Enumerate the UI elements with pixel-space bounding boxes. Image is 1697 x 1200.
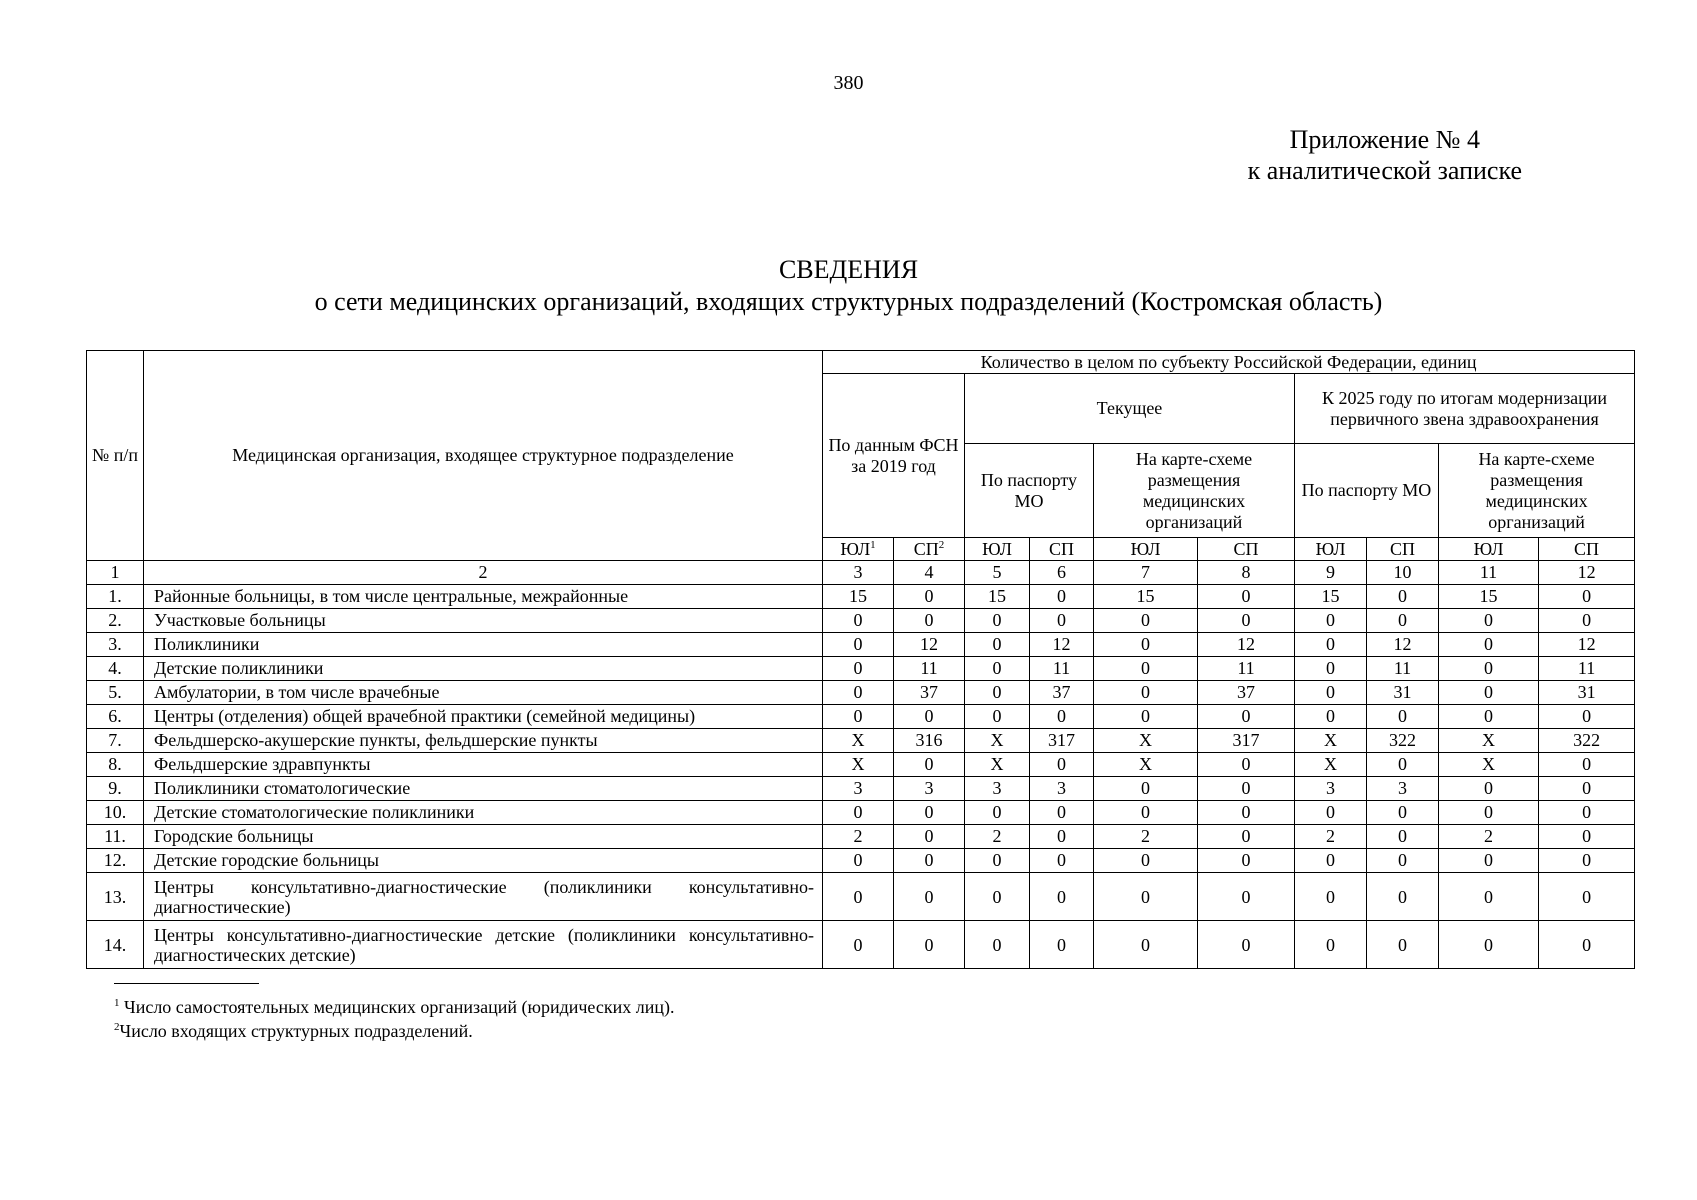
row-value: 0 <box>1198 873 1295 921</box>
appendix-line-2: к аналитической записке <box>1247 156 1522 185</box>
row-value: 0 <box>1094 633 1198 657</box>
row-value: 2 <box>823 825 894 849</box>
header-target-map: На карте-схеме размещения медицинских организаций <box>1439 444 1635 538</box>
row-value: 12 <box>1198 633 1295 657</box>
row-value: 0 <box>823 801 894 825</box>
column-number: 12 <box>1539 561 1635 585</box>
row-value: 0 <box>894 921 965 969</box>
row-value: 0 <box>1295 609 1367 633</box>
row-value: 0 <box>1439 777 1539 801</box>
row-value: 0 <box>1198 705 1295 729</box>
column-number: 10 <box>1367 561 1439 585</box>
row-number: 5. <box>87 681 144 705</box>
row-value: 0 <box>1030 585 1094 609</box>
row-value: 0 <box>823 681 894 705</box>
row-value: 12 <box>1367 633 1439 657</box>
row-value: 0 <box>1030 849 1094 873</box>
column-number: 2 <box>144 561 823 585</box>
footnotes <box>114 995 674 1043</box>
row-organization-name: Районные больницы, в том числе центральные, межрайонные <box>144 585 823 609</box>
column-number: 6 <box>1030 561 1094 585</box>
row-value: 0 <box>1439 921 1539 969</box>
row-value: 0 <box>965 849 1030 873</box>
row-organization-name: Центры консультативно-диагностические детские (поликлиники консультативно-диагностических детские) <box>144 921 823 969</box>
footnote-mark-2: 2 <box>114 1021 120 1033</box>
row-value: X <box>965 729 1030 753</box>
row-value: 0 <box>1367 705 1439 729</box>
row-value: 0 <box>823 921 894 969</box>
table-row <box>87 681 1635 705</box>
row-value: 0 <box>894 585 965 609</box>
table-body <box>87 561 1635 969</box>
row-value: 0 <box>1539 609 1635 633</box>
table-row <box>87 585 1635 609</box>
column-number: 9 <box>1295 561 1367 585</box>
row-value: 0 <box>1367 921 1439 969</box>
row-value: 11 <box>894 657 965 681</box>
footnote-1 <box>114 995 674 1019</box>
row-value: 2 <box>965 825 1030 849</box>
table-row <box>87 609 1635 633</box>
column-number: 3 <box>823 561 894 585</box>
row-value: 0 <box>965 609 1030 633</box>
row-value: 15 <box>1439 585 1539 609</box>
table-row <box>87 873 1635 921</box>
row-value: 11 <box>1539 657 1635 681</box>
row-value: 37 <box>1030 681 1094 705</box>
table-row <box>87 729 1635 753</box>
row-value: 0 <box>1198 801 1295 825</box>
row-value: 15 <box>1295 585 1367 609</box>
row-value: 0 <box>1439 609 1539 633</box>
appendix-line-1: Приложение № 4 <box>1289 125 1480 154</box>
row-number: 7. <box>87 729 144 753</box>
header-current-map: На карте-схеме размещения медицинских организаций <box>1094 444 1295 538</box>
row-value: X <box>1439 753 1539 777</box>
column-number-row <box>87 561 1635 585</box>
row-value: 37 <box>1198 681 1295 705</box>
title-main: СВЕДЕНИЯ <box>778 255 919 284</box>
table-row <box>87 921 1635 969</box>
header-yl: ЮЛ <box>1295 538 1367 561</box>
row-organization-name: Амбулатории, в том числе врачебные <box>144 681 823 705</box>
row-value: 0 <box>1539 801 1635 825</box>
table-row <box>87 753 1635 777</box>
row-value: 0 <box>1295 873 1367 921</box>
row-value: 0 <box>965 873 1030 921</box>
document-title <box>0 254 1697 318</box>
column-number: 5 <box>965 561 1030 585</box>
row-value: 12 <box>1030 633 1094 657</box>
row-value: 3 <box>1030 777 1094 801</box>
row-organization-name: Поликлиники стоматологические <box>144 777 823 801</box>
row-value: 0 <box>1295 657 1367 681</box>
table-row <box>87 705 1635 729</box>
row-value: X <box>823 753 894 777</box>
row-value: 0 <box>894 873 965 921</box>
header-organization: Медицинская организация, входящее структурное подразделение <box>144 351 823 561</box>
row-value: 0 <box>1367 873 1439 921</box>
row-value: 2 <box>1439 825 1539 849</box>
row-organization-name: Поликлиники <box>144 633 823 657</box>
row-value: 0 <box>1198 585 1295 609</box>
row-number: 6. <box>87 705 144 729</box>
row-value: 0 <box>1295 921 1367 969</box>
row-value: 0 <box>1094 609 1198 633</box>
row-number: 2. <box>87 609 144 633</box>
row-value: 0 <box>1367 585 1439 609</box>
header-sp: СП <box>1539 538 1635 561</box>
header-sp: СП <box>1367 538 1439 561</box>
row-number: 12. <box>87 849 144 873</box>
row-value: 0 <box>1030 921 1094 969</box>
row-value: 0 <box>823 849 894 873</box>
table-row <box>87 633 1635 657</box>
footnote-2 <box>114 1019 674 1043</box>
row-value: 0 <box>1030 825 1094 849</box>
row-number: 10. <box>87 801 144 825</box>
row-value: 0 <box>1539 777 1635 801</box>
row-value: X <box>1295 729 1367 753</box>
row-value: 12 <box>1539 633 1635 657</box>
row-number: 1. <box>87 585 144 609</box>
row-value: X <box>1439 729 1539 753</box>
row-value: 0 <box>1030 609 1094 633</box>
header-current: Текущее <box>965 374 1295 444</box>
row-value: 0 <box>894 753 965 777</box>
table-row <box>87 825 1635 849</box>
header-yl: ЮЛ <box>965 538 1030 561</box>
row-value: 0 <box>1030 753 1094 777</box>
row-value: 0 <box>965 633 1030 657</box>
row-value: 37 <box>894 681 965 705</box>
row-value: 3 <box>823 777 894 801</box>
row-value: 0 <box>1439 705 1539 729</box>
row-value: 0 <box>823 705 894 729</box>
row-value: 317 <box>1198 729 1295 753</box>
row-value: 0 <box>1439 873 1539 921</box>
header-num: № п/п <box>87 351 144 561</box>
row-value: 0 <box>1439 801 1539 825</box>
column-number: 7 <box>1094 561 1198 585</box>
row-organization-name: Участковые больницы <box>144 609 823 633</box>
row-value: 0 <box>1539 825 1635 849</box>
row-value: 3 <box>1295 777 1367 801</box>
row-value: 0 <box>1539 921 1635 969</box>
row-number: 8. <box>87 753 144 777</box>
row-number: 14. <box>87 921 144 969</box>
header-yl: ЮЛ <box>1439 538 1539 561</box>
column-number: 1 <box>87 561 144 585</box>
row-value: 0 <box>894 825 965 849</box>
row-value: 0 <box>1439 849 1539 873</box>
row-value: 15 <box>823 585 894 609</box>
header-fsn-sp: $СП^2$ <box>894 538 965 561</box>
header-current-passport: По паспорту МО <box>965 444 1094 538</box>
row-value: 0 <box>1198 849 1295 873</box>
header-sp: СП <box>1198 538 1295 561</box>
row-value: 0 <box>1295 633 1367 657</box>
row-value: 0 <box>823 873 894 921</box>
row-value: 3 <box>894 777 965 801</box>
row-organization-name: Фельдшерские здравпункты <box>144 753 823 777</box>
row-value: 0 <box>1094 681 1198 705</box>
row-value: X <box>823 729 894 753</box>
page-number: 380 <box>833 72 864 94</box>
row-value: 0 <box>823 657 894 681</box>
row-organization-name: Центры консультативно-диагностические (поликлиники консультативно-диагностические) <box>144 873 823 921</box>
header-target-passport: По паспорту МО <box>1295 444 1439 538</box>
row-value: 11 <box>1367 657 1439 681</box>
table-row <box>87 849 1635 873</box>
row-value: 0 <box>1367 801 1439 825</box>
row-organization-name: Городские больницы <box>144 825 823 849</box>
row-value: 0 <box>1295 801 1367 825</box>
row-organization-name: Детские поликлиники <box>144 657 823 681</box>
row-organization-name: Центры (отделения) общей врачебной практики (семейной медицины) <box>144 705 823 729</box>
row-value: 322 <box>1539 729 1635 753</box>
row-number: 9. <box>87 777 144 801</box>
row-value: 0 <box>1295 681 1367 705</box>
footnote-divider <box>114 983 259 984</box>
row-value: 3 <box>965 777 1030 801</box>
row-value: 0 <box>1094 657 1198 681</box>
row-value: 0 <box>965 705 1030 729</box>
row-value: 0 <box>823 609 894 633</box>
row-value: 0 <box>1030 801 1094 825</box>
row-value: 0 <box>1198 825 1295 849</box>
row-value: X <box>1295 753 1367 777</box>
header-target-2025: К 2025 году по итогам модернизации первичного звена здравоохранения <box>1295 374 1635 444</box>
row-value: 316 <box>894 729 965 753</box>
row-value: 0 <box>965 681 1030 705</box>
row-value: X <box>965 753 1030 777</box>
row-value: 2 <box>1094 825 1198 849</box>
row-value: 0 <box>823 633 894 657</box>
row-value: 0 <box>1539 705 1635 729</box>
row-value: 0 <box>1198 609 1295 633</box>
row-value: 31 <box>1539 681 1635 705</box>
row-value: 31 <box>1367 681 1439 705</box>
row-value: 0 <box>965 921 1030 969</box>
row-value: 2 <box>1295 825 1367 849</box>
row-number: 3. <box>87 633 144 657</box>
row-value: 0 <box>1367 849 1439 873</box>
row-number: 11. <box>87 825 144 849</box>
row-value: 0 <box>1295 705 1367 729</box>
row-organization-name: Детские стоматологические поликлиники <box>144 801 823 825</box>
row-value: 0 <box>894 705 965 729</box>
row-value: 0 <box>894 801 965 825</box>
row-value: 0 <box>1539 873 1635 921</box>
row-value: 11 <box>1030 657 1094 681</box>
row-value: 322 <box>1367 729 1439 753</box>
table-row <box>87 777 1635 801</box>
row-value: 0 <box>1295 849 1367 873</box>
column-number: 11 <box>1439 561 1539 585</box>
row-value: 0 <box>1198 777 1295 801</box>
row-value: X <box>1094 729 1198 753</box>
row-value: 0 <box>894 849 965 873</box>
row-value: 0 <box>1094 849 1198 873</box>
row-value: 0 <box>1030 705 1094 729</box>
row-value: 0 <box>1094 873 1198 921</box>
footnote-ref-2: 2 <box>938 538 945 551</box>
row-value: 0 <box>965 801 1030 825</box>
row-value: 0 <box>1539 753 1635 777</box>
row-value: X <box>1094 753 1198 777</box>
footnote-mark-1: 1 <box>114 997 120 1009</box>
row-value: 0 <box>1439 657 1539 681</box>
appendix-note <box>1248 124 1522 186</box>
row-value: 0 <box>1094 705 1198 729</box>
row-value: 11 <box>1198 657 1295 681</box>
row-value: 0 <box>1439 681 1539 705</box>
row-organization-name: Детские городские больницы <box>144 849 823 873</box>
table-row <box>87 657 1635 681</box>
row-value: 0 <box>1030 873 1094 921</box>
row-value: 0 <box>1367 825 1439 849</box>
row-value: 0 <box>1367 609 1439 633</box>
table-row <box>87 801 1635 825</box>
row-value: 317 <box>1030 729 1094 753</box>
title-subtitle: о сети медицинских организаций, входящих структурных подразделений (Костромская область) <box>314 287 1383 316</box>
row-value: 0 <box>894 609 965 633</box>
row-value: 15 <box>965 585 1030 609</box>
footnote-ref-1: 1 <box>870 538 876 551</box>
row-number: 13. <box>87 873 144 921</box>
footnote-text-2: Число входящих структурных подразделений. <box>119 1021 473 1041</box>
row-value: 3 <box>1367 777 1439 801</box>
row-value: 0 <box>1094 921 1198 969</box>
column-number: 8 <box>1198 561 1295 585</box>
row-value: 0 <box>1439 633 1539 657</box>
header-total: Количество в целом по субъекту Российской Федерации, единиц <box>823 351 1635 374</box>
medical-organizations-table <box>86 350 1635 969</box>
row-organization-name: Фельдшерско-акушерские пункты, фельдшерские пункты <box>144 729 823 753</box>
row-value: 15 <box>1094 585 1198 609</box>
header-fsn-2019: По данным ФСН за 2019 год <box>823 374 965 538</box>
footnote-text-1: Число самостоятельных медицинских организаций (юридических лиц). <box>119 997 675 1017</box>
row-value: 0 <box>1539 585 1635 609</box>
header-yl: ЮЛ <box>1094 538 1198 561</box>
row-number: 4. <box>87 657 144 681</box>
row-value: 0 <box>965 657 1030 681</box>
row-value: 0 <box>1094 777 1198 801</box>
row-value: 0 <box>1367 753 1439 777</box>
row-value: 0 <box>1198 921 1295 969</box>
column-number: 4 <box>894 561 965 585</box>
header-fsn-yl: $ЮЛ^1$ <box>823 538 894 561</box>
row-value: 0 <box>1094 801 1198 825</box>
row-value: 0 <box>1198 753 1295 777</box>
row-value: 12 <box>894 633 965 657</box>
row-value: 0 <box>1539 849 1635 873</box>
header-sp: СП <box>1030 538 1094 561</box>
